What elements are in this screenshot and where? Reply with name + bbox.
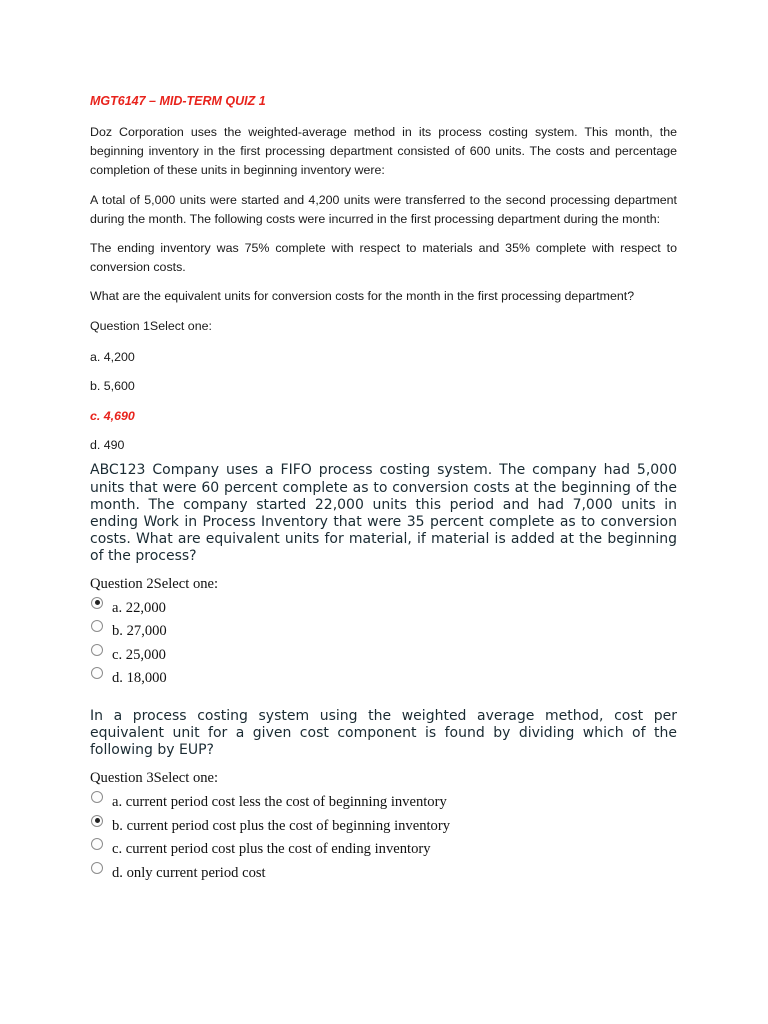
q1-question: What are the equivalent units for conversion costs for the month in the first processing department? bbox=[90, 289, 635, 304]
q2-option-a[interactable] bbox=[90, 598, 677, 622]
q1-option-b: b. 5,600 bbox=[90, 379, 135, 394]
q3-option-d[interactable] bbox=[90, 863, 677, 887]
radio-icon[interactable] bbox=[91, 644, 103, 656]
radio-checked-icon[interactable] bbox=[91, 597, 103, 609]
q2-option-c[interactable] bbox=[90, 645, 677, 669]
q1-label: Question 1Select one: bbox=[90, 318, 212, 333]
q3-option-c-label: c. current period cost plus the cost of ending inventory bbox=[112, 841, 431, 858]
radio-icon[interactable] bbox=[91, 862, 103, 874]
radio-icon[interactable] bbox=[91, 838, 103, 850]
q2-option-d[interactable] bbox=[90, 668, 677, 692]
q1-paragraph-3: The ending inventory was 75% complete with respect to materials and 35% complete with respect to conversion costs. bbox=[90, 241, 677, 275]
q3-option-d-label: d. only current period cost bbox=[112, 864, 266, 881]
q2-option-b-label: b. 27,000 bbox=[112, 623, 167, 640]
radio-icon[interactable] bbox=[91, 667, 103, 679]
radio-checked-icon[interactable] bbox=[91, 815, 103, 827]
radio-icon[interactable] bbox=[91, 791, 103, 803]
q2-option-a-label: a. 22,000 bbox=[112, 599, 166, 616]
q2-option-b[interactable] bbox=[90, 621, 677, 645]
q3-question: In a process costing system using the weighted average method, cost per equivalent unit for a given cost component is found by dividing which of the following by EUP? bbox=[90, 707, 677, 758]
q1-paragraph-1: Doz Corporation uses the weighted-average method in its process costing system. This month, the beginning inventory in the first processing department consisted of 600 units. The costs and percentage completion of these units in beginning inventory were: bbox=[90, 125, 677, 178]
document-page bbox=[90, 94, 677, 886]
q3-option-b[interactable] bbox=[90, 816, 677, 840]
q1-paragraph-2: A total of 5,000 units were started and 4,200 units were transferred to the second processing department during the month. The following costs were incurred in the first processing department during the month: bbox=[90, 192, 677, 226]
q2-label: Question 2Select one: bbox=[90, 575, 219, 592]
q2-option-d-label: d. 18,000 bbox=[112, 670, 167, 687]
q1-option-c-correct: c. 4,690 bbox=[90, 408, 135, 423]
radio-icon[interactable] bbox=[91, 620, 103, 632]
q3-option-b-label: b. current period cost plus the cost of beginning inventory bbox=[112, 817, 451, 834]
q2-option-c-label: c. 25,000 bbox=[112, 646, 166, 663]
q1-option-a: a. 4,200 bbox=[90, 349, 135, 364]
q2-question: ABC123 Company uses a FIFO process costing system. The company had 5,000 units that were 60 percent complete as to conversion costs at the beginning of the month. The company started 22,000 units this period and had 7,000 units in ending Work in Process Inventory that were 35 percent complete as to conversion costs. What are equivalent units for material, if material is added at the beginning of the process? bbox=[90, 462, 677, 565]
q3-label: Question 3Select one: bbox=[90, 770, 219, 787]
q3-option-a-label: a. current period cost less the cost of beginning inventory bbox=[112, 794, 447, 811]
q1-option-d: d. 490 bbox=[90, 438, 125, 453]
document-title: MGT6147 – MID-TERM QUIZ 1 bbox=[90, 94, 266, 108]
q3-option-a[interactable] bbox=[90, 792, 677, 816]
q3-option-c[interactable] bbox=[90, 839, 677, 863]
